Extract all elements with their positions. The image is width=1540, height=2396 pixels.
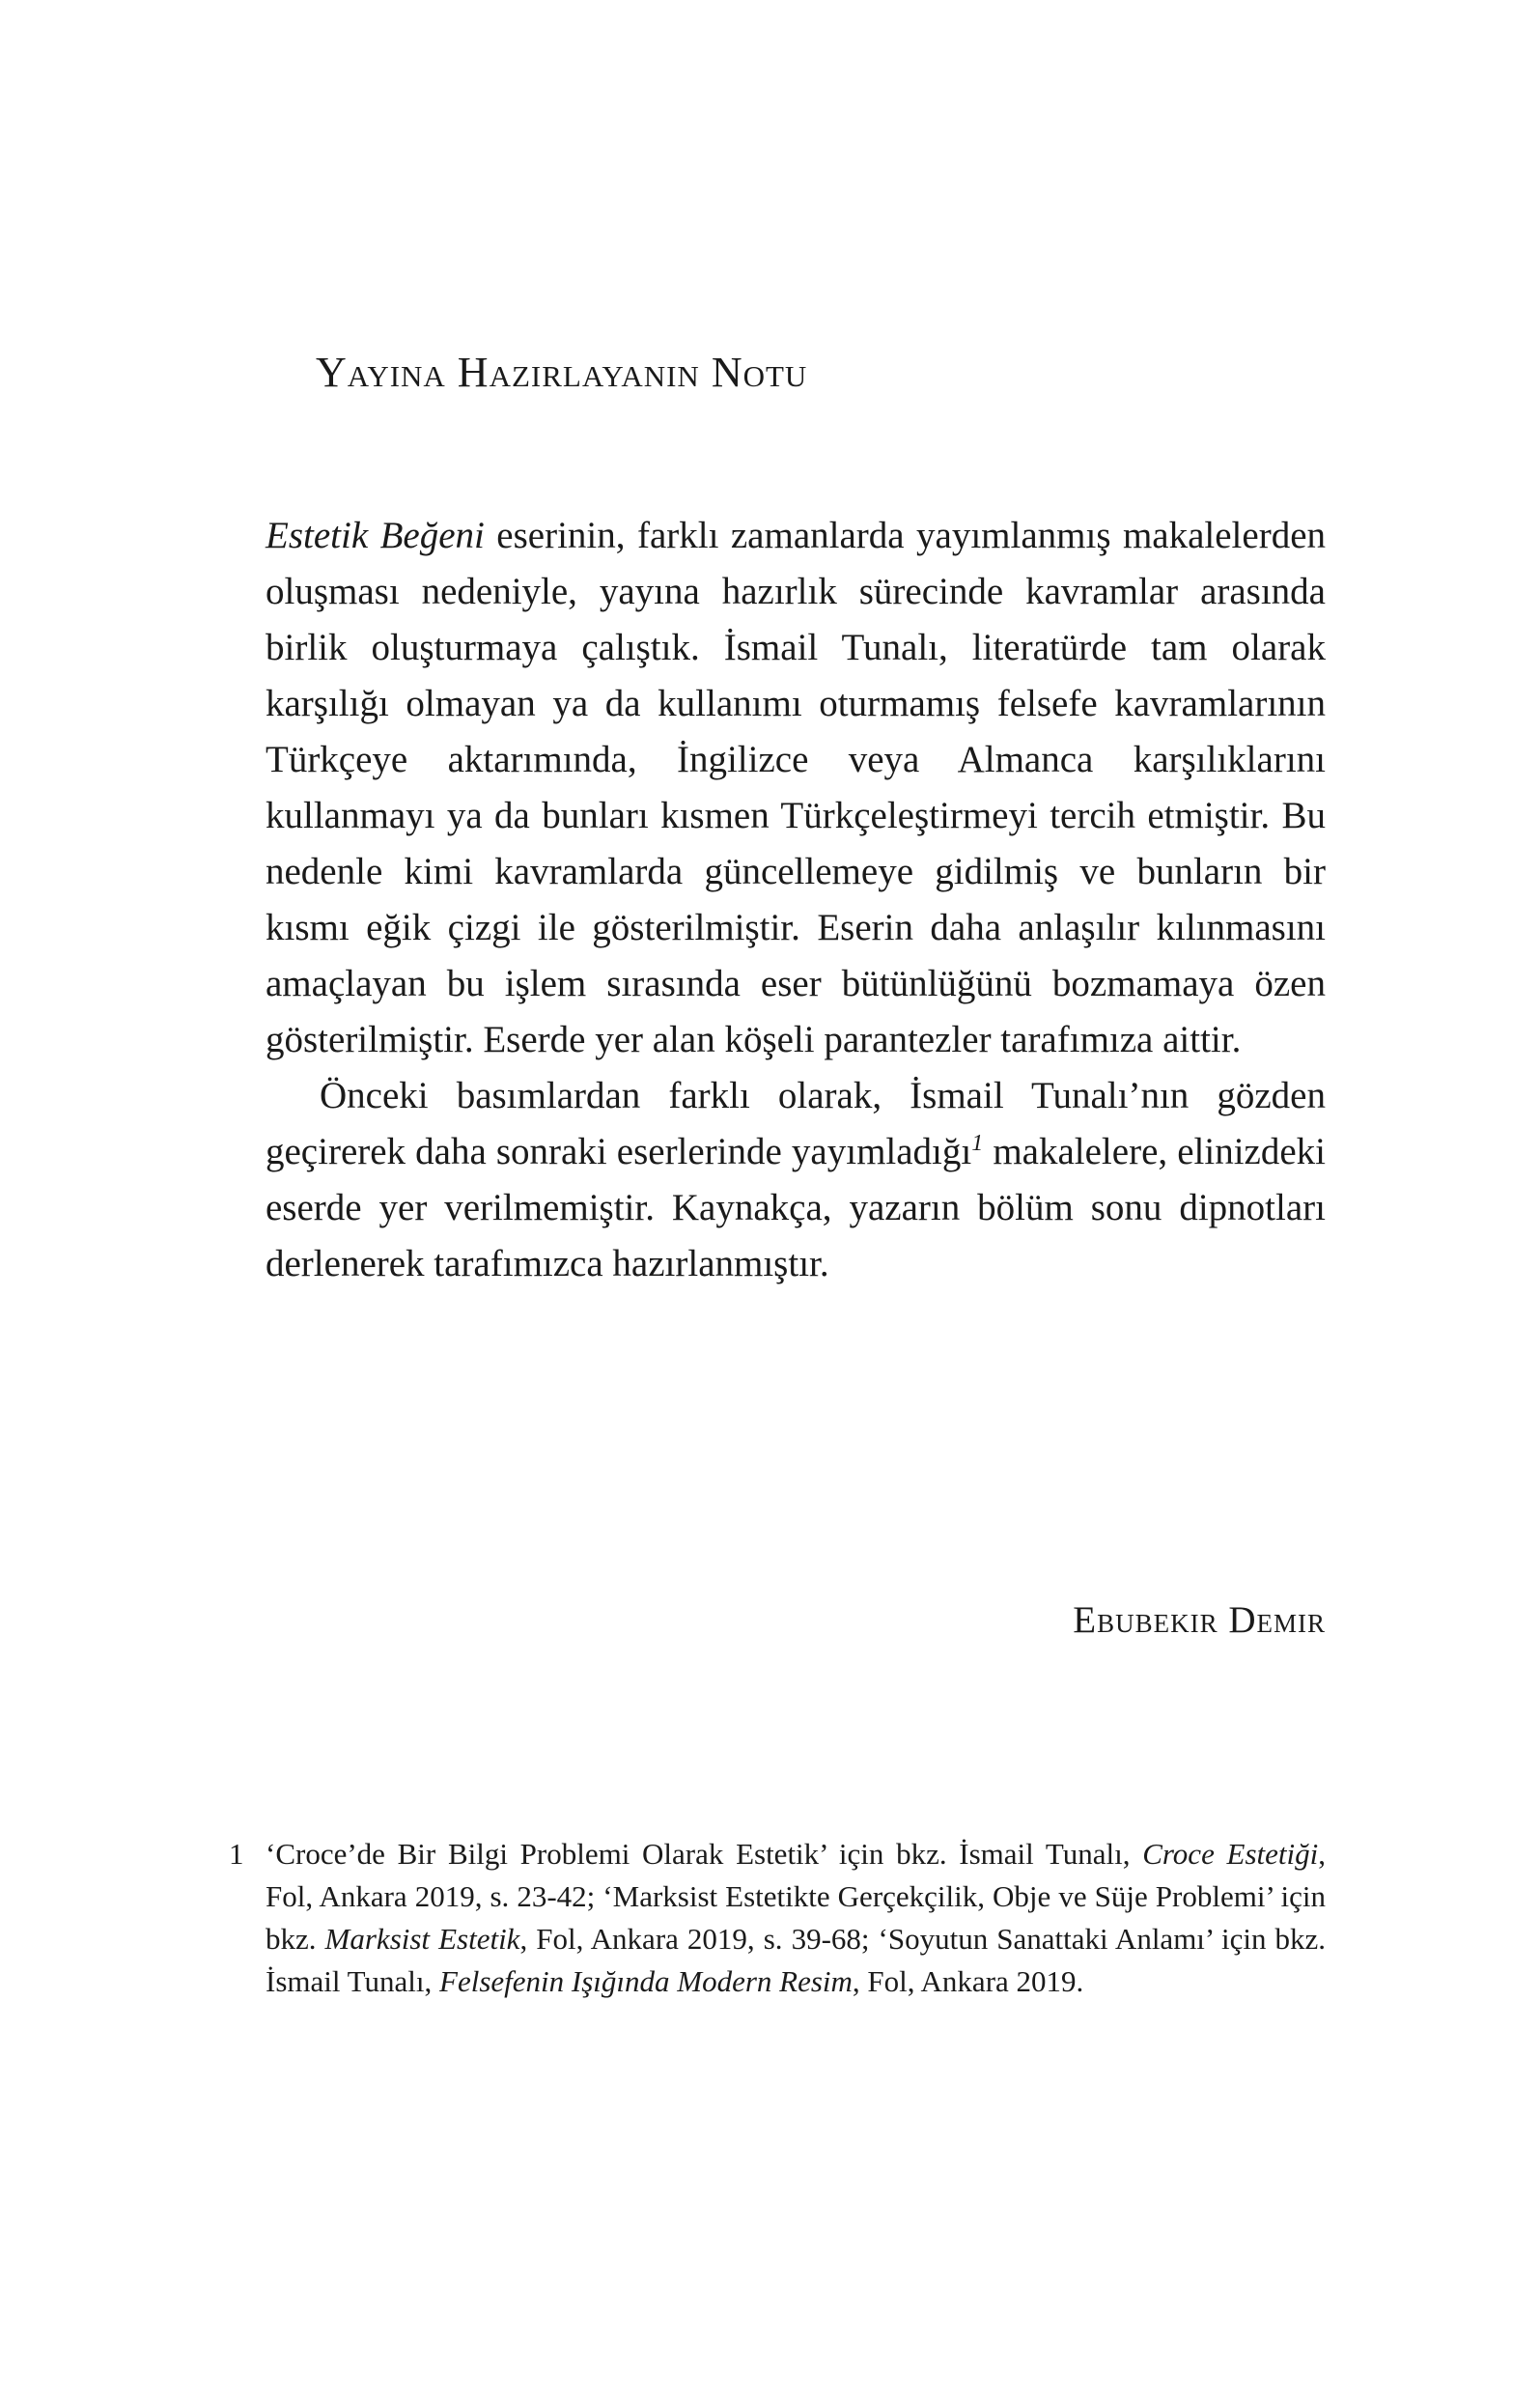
paragraph-2 — [266, 1068, 1326, 1292]
body-text — [266, 508, 1326, 1292]
footnote-seg-7: , Fol, Ankara 2019. — [852, 1964, 1084, 1998]
footnote — [229, 1833, 1326, 2003]
paragraph-2-text-after: makalelere, elinizdeki eserde yer verilmemiştir. Kaynakça, yazarın bölüm sonu dipnotları derlenerek tarafımızca hazırlanmıştır. — [266, 1131, 1326, 1284]
footnote-text — [266, 1833, 1326, 2003]
paragraph-2-text-before: Önceki basımlardan farklı olarak, İsmail Tunalı’nın gözden geçirerek daha sonraki eserlerinde yayımladığı — [266, 1075, 1326, 1172]
footnote-title-marksist: Marksist Estetik — [324, 1922, 520, 1956]
book-title: Estetik Beğeni — [266, 515, 485, 556]
footnote-seg-1: ‘Croce’de Bir Bilgi Problemi Olarak Estetik’ için bkz. İsmail Tunalı, — [266, 1837, 1143, 1871]
paragraph-1-text: eserinin, farklı zamanlarda yayımlanmış makalelerden oluşması nedeniyle, yayına hazırlık sürecinde kavramlar arasında birlik oluşturmaya çalıştık. İsmail Tunalı, literatürde tam olarak karşılığı olmayan ya da kullanımı oturmamış felsefe kavramlarının Türkçeye aktarımında, İngilizce veya Almanca karşılıklarını kullanmayı ya da bunları kısmen Türkçeleştirmeyi tercih etmiştir. Bu nedenle kimi kavramlarda güncellemeye gidilmiş ve bunların bir kısmı eğik çizgi ile gösterilmiştir. Eserin daha anlaşılır kılınmasını amaçlayan bu işlem sırasında eser bütünlüğünü bozmamaya özen gösterilmiştir. Eserde yer alan köşeli parantezler tarafımıza aittir. — [266, 515, 1327, 1060]
footnote-title-croce: Croce Estetiği — [1142, 1837, 1319, 1871]
page-title: Yayına Hazırlayanın Notu — [316, 349, 808, 396]
footnote-number: 1 — [229, 1837, 244, 1871]
paragraph-1 — [266, 508, 1326, 1068]
footnote-reference[interactable]: 1 — [971, 1131, 984, 1156]
signature: Ebubekir Demir — [1073, 1599, 1326, 1641]
footnote-title-felsefe: Felsefenin Işığında Modern Resim — [439, 1964, 853, 1998]
footnote-seg-3: , Fol, Ankara 2019, s. 23-42; ‘Marksist Estetikte Gerçekçilik, Obje ve Süje Problemi’ için bkz. — [266, 1837, 1326, 1956]
footnote-seg-5: , Fol, Ankara 2019, s. 39-68; ‘Soyutun Sanattaki Anlamı’ için bkz. İsmail Tunalı, — [266, 1922, 1327, 1998]
